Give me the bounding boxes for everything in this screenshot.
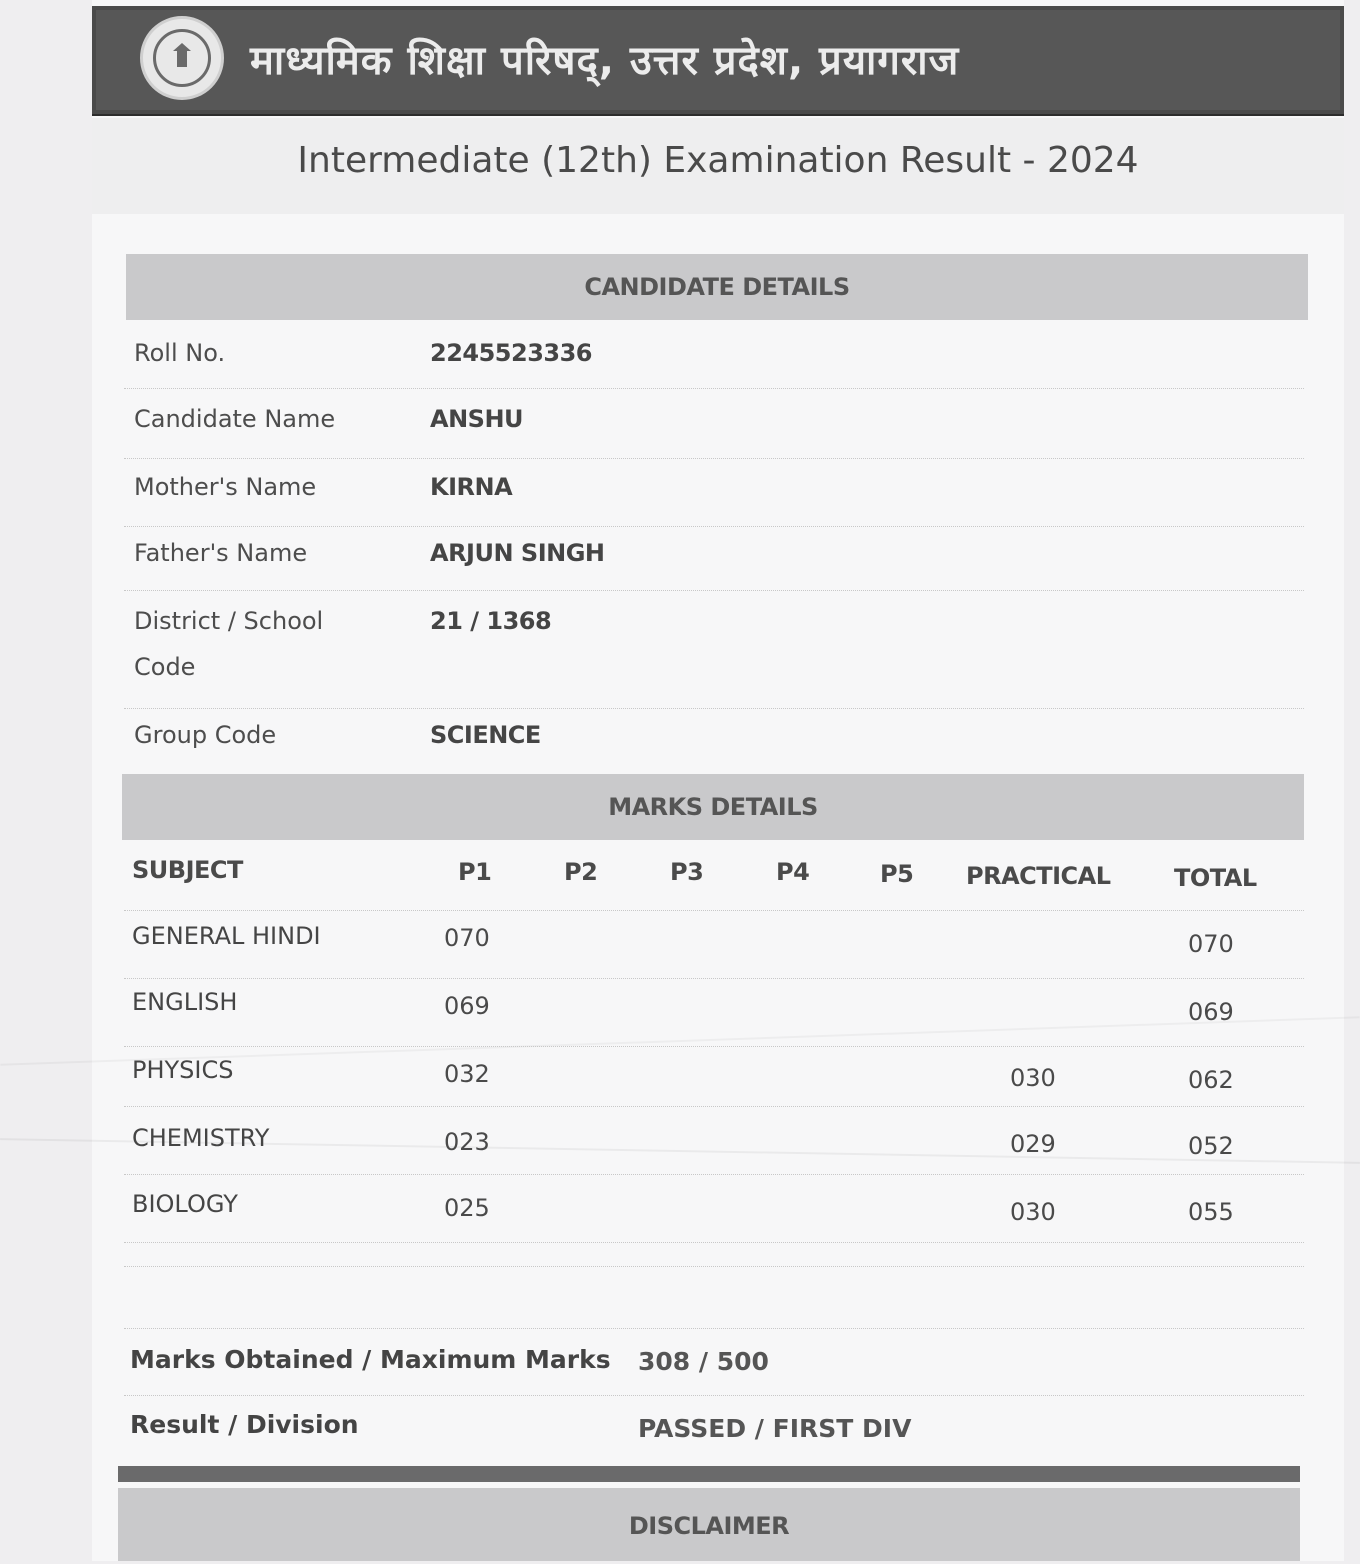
col-p4: P4 [776,858,810,886]
marks-row-biology [124,1176,1304,1243]
marks-details-heading: MARKS DETAILS [122,774,1304,840]
detail-row-father-name [124,528,1304,591]
emblem-core [169,41,195,71]
summary-marks-row [124,1328,1304,1396]
marks-row-chemistry [124,1108,1304,1175]
board-name: माध्यमिक शिक्षा परिषद्, उत्तर प्रदेश, प्रयागराज [250,38,960,84]
marks-row-physics [124,1048,1304,1107]
candidate-details-heading: CANDIDATE DETAILS [126,254,1308,320]
mother-name-label: Mother's Name [134,473,317,501]
marks-obtained-label: Marks Obtained / Maximum Marks [130,1345,611,1374]
detail-row-roll-no [124,326,1304,389]
col-p1: P1 [458,858,492,886]
p1-mark: 023 [444,1128,490,1156]
group-code-label: Group Code [134,721,277,749]
subject-name: BIOLOGY [132,1190,238,1218]
subject-name: CHEMISTRY [132,1124,270,1152]
roll-no-label: Roll No. [134,339,226,367]
result-division-label: Result / Division [130,1410,359,1439]
detail-row-group-code [124,710,1304,768]
col-p5: P5 [880,860,914,888]
section-divider [118,1466,1300,1482]
practical-mark: 029 [1010,1130,1056,1158]
result-division-value: PASSED / FIRST DIV [638,1414,912,1443]
p1-mark: 069 [444,992,490,1020]
candidate-name-value: ANSHU [430,405,524,433]
district-school-label: District / School Code [134,607,324,681]
subject-name: PHYSICS [132,1056,234,1084]
col-p3: P3 [670,858,704,886]
candidate-name-label: Candidate Name [134,405,336,433]
detail-row-candidate-name [124,392,1304,459]
marks-row-spacer [124,1244,1304,1267]
summary-result-row [124,1396,1304,1460]
total-mark: 055 [1188,1198,1234,1226]
disclaimer-heading: DISCLAIMER [118,1488,1300,1561]
total-mark: 052 [1188,1132,1234,1160]
col-subject: SUBJECT [132,856,243,884]
col-practical: PRACTICAL [966,862,1111,890]
marks-row-general-hindi [124,912,1304,979]
p1-mark: 025 [444,1194,490,1222]
marks-row-english [124,980,1304,1047]
total-mark: 070 [1188,930,1234,958]
total-mark: 062 [1188,1066,1234,1094]
father-name-value: ARJUN SINGH [430,539,605,567]
subject-name: ENGLISH [132,988,238,1016]
practical-mark: 030 [1010,1198,1056,1226]
up-board-emblem-icon [140,16,224,100]
practical-mark: 030 [1010,1064,1056,1092]
marks-obtained-value: 308 / 500 [638,1347,769,1376]
father-name-label: Father's Name [134,539,308,567]
detail-row-district-school [124,594,1304,709]
district-school-value: 21 / 1368 [430,607,552,635]
roll-no-value: 2245523336 [430,339,592,367]
total-mark: 069 [1188,998,1234,1026]
subject-name: GENERAL HINDI [132,922,321,950]
detail-row-mother-name [124,460,1304,527]
exam-title: Intermediate (12th) Examination Result - 2024 [297,140,1139,181]
p1-mark: 032 [444,1060,490,1088]
group-code-value: SCIENCE [430,721,541,749]
mother-name-value: KIRNA [430,473,513,501]
col-total: TOTAL [1174,864,1257,892]
p1-mark: 070 [444,924,490,952]
col-p2: P2 [564,858,598,886]
marks-header-row [124,842,1304,911]
